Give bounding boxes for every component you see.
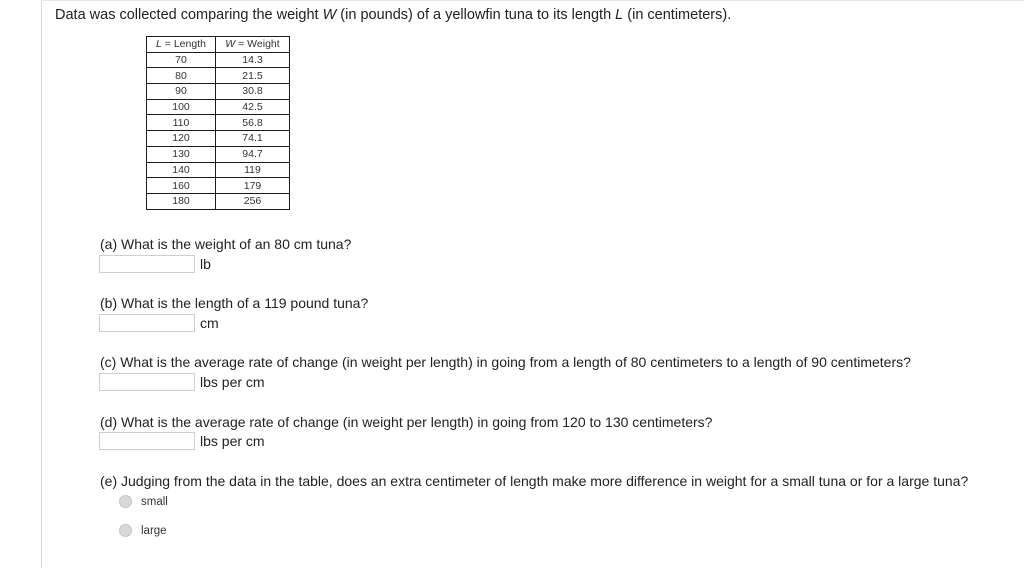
answer-a-input[interactable]: [99, 255, 195, 273]
weight-cell: 56.8: [216, 115, 290, 131]
question-c-text: (c) What is the average rate of change (in weight per length) in going from a length of 80 centimeters to a length of 90 centimeters?: [100, 354, 911, 370]
option-large-label: large: [141, 524, 167, 537]
left-divider: [41, 0, 42, 568]
length-cell: 90: [147, 84, 216, 100]
table-row: [147, 178, 290, 194]
top-divider: [41, 0, 1024, 1]
question-e-text: (e) Judging from the data in the table, does an extra centimeter of length make more difference in weight for a small tuna or for a large tuna?: [100, 473, 969, 489]
answer-d-input[interactable]: [99, 432, 195, 450]
weight-cell: 94.7: [216, 146, 290, 162]
answer-a-unit: lb: [200, 256, 211, 272]
weight-cell: 179: [216, 178, 290, 194]
weight-cell: 74.1: [216, 131, 290, 147]
table-row: [147, 115, 290, 131]
weight-cell: 256: [216, 193, 290, 209]
table-row: [147, 146, 290, 162]
weight-column-header: W = Weight: [216, 37, 290, 53]
radio-small[interactable]: [119, 495, 132, 508]
length-cell: 180: [147, 193, 216, 209]
length-cell: 70: [147, 52, 216, 68]
weight-cell: 14.3: [216, 52, 290, 68]
answer-b-row: [99, 314, 219, 332]
problem-intro: Data was collected comparing the weight W (in pounds) of a yellowfin tuna to its length L (in centimeters).: [55, 7, 732, 23]
answer-b-unit: cm: [200, 315, 219, 331]
length-cell: 110: [147, 115, 216, 131]
length-cell: 130: [147, 146, 216, 162]
length-weight-table: [146, 36, 290, 210]
table-row: [147, 68, 290, 84]
table-row: [147, 99, 290, 115]
weight-cell: 21.5: [216, 68, 290, 84]
length-cell: 160: [147, 178, 216, 194]
option-large[interactable]: [119, 524, 167, 537]
table-row: [147, 131, 290, 147]
table-row: [147, 193, 290, 209]
weight-cell: 119: [216, 162, 290, 178]
answer-a-row: [99, 255, 211, 273]
length-cell: 80: [147, 68, 216, 84]
radio-large[interactable]: [119, 524, 132, 537]
weight-cell: 42.5: [216, 99, 290, 115]
table-row: [147, 52, 290, 68]
answer-c-unit: lbs per cm: [200, 374, 265, 390]
question-d-text: (d) What is the average rate of change (in weight per length) in going from 120 to 130 centimeters?: [100, 414, 713, 430]
answer-d-row: [99, 432, 265, 450]
length-cell: 100: [147, 99, 216, 115]
length-cell: 120: [147, 131, 216, 147]
table-row: [147, 84, 290, 100]
question-a-text: (a) What is the weight of an 80 cm tuna?: [100, 236, 352, 252]
answer-b-input[interactable]: [99, 314, 195, 332]
answer-c-input[interactable]: [99, 373, 195, 391]
answer-c-row: [99, 373, 265, 391]
weight-cell: 30.8: [216, 84, 290, 100]
length-cell: 140: [147, 162, 216, 178]
question-b-text: (b) What is the length of a 119 pound tuna?: [100, 295, 369, 311]
table-header-row: [147, 37, 290, 53]
option-small[interactable]: [119, 495, 168, 508]
answer-d-unit: lbs per cm: [200, 433, 265, 449]
table-row: [147, 162, 290, 178]
option-small-label: small: [141, 495, 168, 508]
length-column-header: L = Length: [147, 37, 216, 53]
